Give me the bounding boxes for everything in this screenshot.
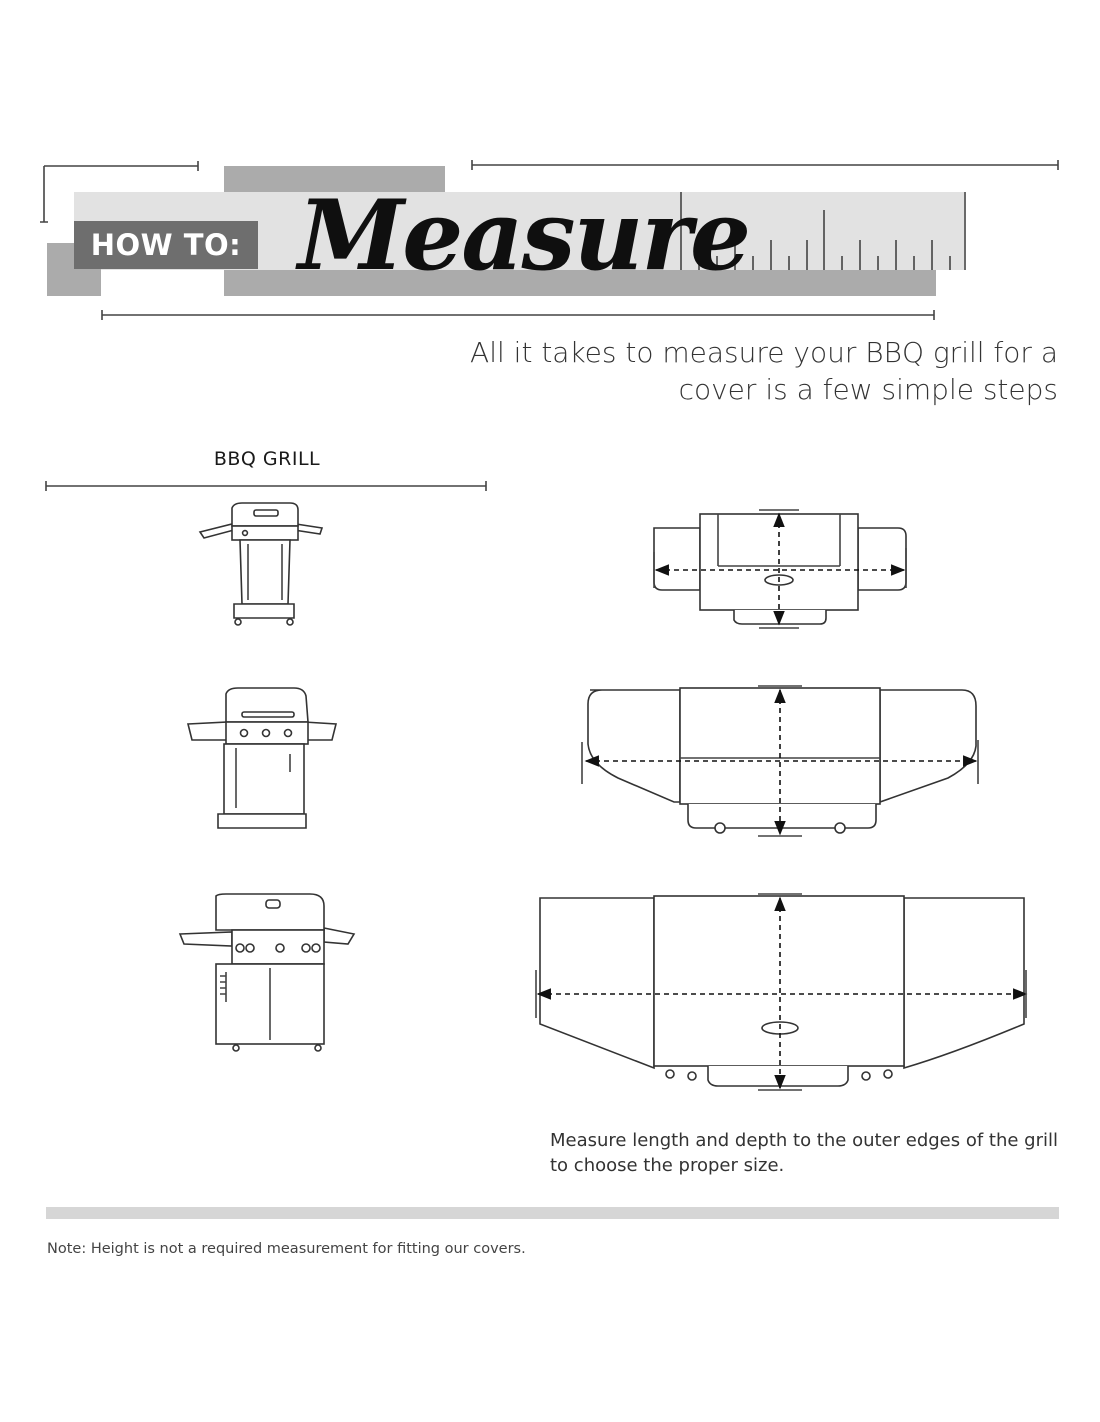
how-to-label: HOW TO: — [74, 221, 258, 269]
pedestal-grill-icon — [198, 500, 328, 630]
measure-caption: Measure length and depth to the outer edges of the grill to choose the proper size. — [550, 1130, 1059, 1176]
small-grill-top-view — [648, 504, 918, 634]
measure-title: Measure — [298, 179, 750, 292]
height-note: Note: Height is not a required measurement for fitting our covers. — [47, 1241, 526, 1257]
cart-grill-icon — [186, 684, 346, 834]
intro-line-2: cover is a few simple steps — [678, 373, 1058, 406]
bottom-divider — [46, 1207, 1059, 1219]
large-cabinet-grill-icon — [178, 892, 358, 1052]
section-title: BBQ GRILL — [213, 448, 321, 470]
intro-line-1: All it takes to measure your BBQ grill for a — [470, 336, 1058, 369]
section-rule — [44, 480, 494, 492]
intro-text — [438, 334, 1058, 408]
medium-grill-top-view — [578, 684, 988, 840]
large-grill-top-view — [532, 892, 1032, 1092]
